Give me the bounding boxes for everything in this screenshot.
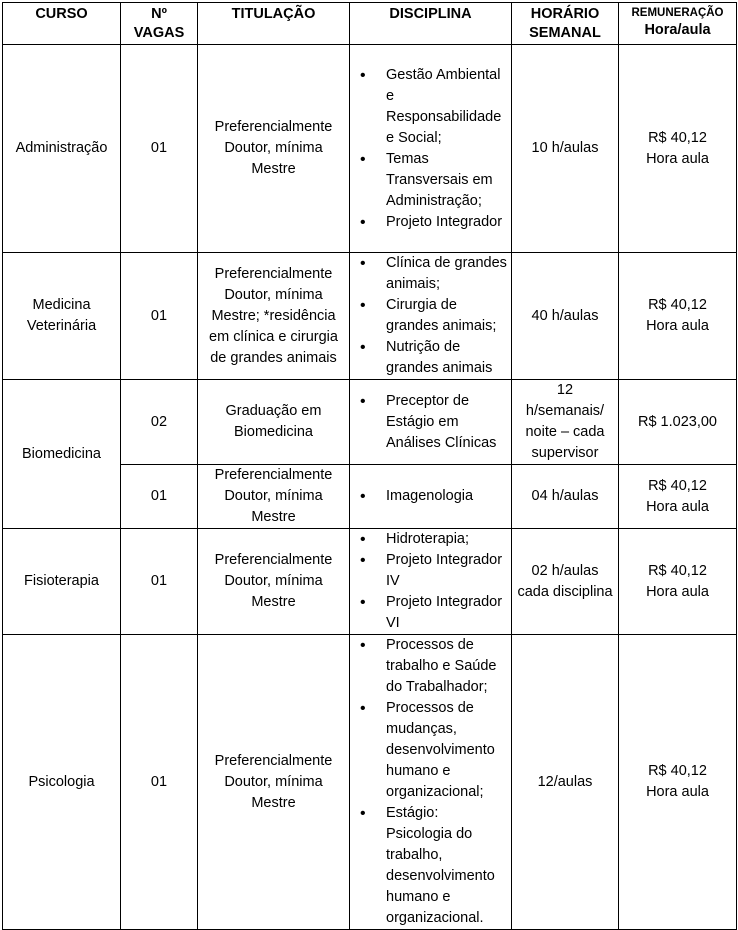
list-item: • Temas Transversais em Administração; bbox=[386, 149, 507, 212]
cell-curso: Psicologia bbox=[3, 635, 121, 930]
list-item: • Projeto Integrador VI bbox=[386, 592, 507, 634]
cell-curso: Biomedicina bbox=[3, 380, 121, 529]
cell-remuneracao: R$ 40,12 Hora aula bbox=[619, 635, 737, 930]
cell-titulacao: Preferencialmente Doutor, mínima Mestre; *residência em clínica e cirurgia de grandes animais bbox=[198, 253, 350, 380]
list-item: • Hidroterapia; bbox=[386, 529, 507, 550]
header-horario: HORÁRIO SEMANAL bbox=[512, 3, 619, 45]
cell-horario: 02 h/aulas cada disciplina bbox=[512, 529, 619, 635]
cell-titulacao: Graduação em Biomedicina bbox=[198, 380, 350, 465]
cell-curso: Administração bbox=[3, 45, 121, 253]
cell-remuneracao: R$ 40,12 Hora aula bbox=[619, 45, 737, 253]
cell-vagas: 01 bbox=[121, 529, 198, 635]
cell-remuneracao: R$ 1.023,00 bbox=[619, 380, 737, 465]
header-remuneracao: REMUNERAÇÃO Hora/aula bbox=[619, 3, 737, 45]
list-item: • Nutrição de grandes animais bbox=[386, 337, 507, 379]
cell-curso: Medicina Veterinária bbox=[3, 253, 121, 380]
cell-disciplina bbox=[350, 45, 512, 253]
header-titulacao: TITULAÇÃO bbox=[198, 3, 350, 45]
list-item: • Preceptor de Estágio em Análises Clínicas bbox=[386, 391, 507, 454]
vacancy-table-container bbox=[2, 2, 736, 926]
table-row bbox=[3, 529, 737, 635]
discipline-list bbox=[350, 635, 507, 929]
header-curso: CURSO bbox=[3, 3, 121, 45]
cell-titulacao: Preferencialmente Doutor, mínima Mestre bbox=[198, 465, 350, 529]
cell-titulacao: Preferencialmente Doutor, mínima Mestre bbox=[198, 635, 350, 930]
table-row bbox=[3, 635, 737, 930]
discipline-list bbox=[350, 529, 507, 634]
cell-remuneracao: R$ 40,12 Hora aula bbox=[619, 465, 737, 529]
cell-vagas: 01 bbox=[121, 465, 198, 529]
cell-vagas: 01 bbox=[121, 253, 198, 380]
cell-horario: 12/aulas bbox=[512, 635, 619, 930]
cell-horario: 04 h/aulas bbox=[512, 465, 619, 529]
cell-titulacao: Preferencialmente Doutor, mínima Mestre bbox=[198, 529, 350, 635]
vacancy-table bbox=[2, 2, 737, 930]
list-item: • Cirurgia de grandes animais; bbox=[386, 295, 507, 337]
list-item: • Processos de trabalho e Saúde do Trabalhador; bbox=[386, 635, 507, 698]
cell-disciplina bbox=[350, 529, 512, 635]
cell-remuneracao: R$ 40,12 Hora aula bbox=[619, 253, 737, 380]
list-item: • Estágio: Psicologia do trabalho, desenvolvimento humano e organizacional. bbox=[386, 803, 507, 929]
discipline-list bbox=[350, 391, 507, 454]
list-item: • Clínica de grandes animais; bbox=[386, 253, 507, 295]
discipline-list bbox=[350, 65, 507, 233]
header-vagas: Nº VAGAS bbox=[121, 3, 198, 45]
cell-horario: 12 h/semanais/ noite – cada supervisor bbox=[512, 380, 619, 465]
cell-curso: Fisioterapia bbox=[3, 529, 121, 635]
list-item: • Imagenologia bbox=[386, 486, 507, 507]
header-row bbox=[3, 3, 737, 45]
table-row bbox=[3, 45, 737, 253]
cell-horario: 10 h/aulas bbox=[512, 45, 619, 253]
header-disciplina: DISCIPLINA bbox=[350, 3, 512, 45]
cell-disciplina bbox=[350, 380, 512, 465]
table-row bbox=[3, 380, 737, 465]
cell-vagas: 02 bbox=[121, 380, 198, 465]
cell-disciplina bbox=[350, 465, 512, 529]
list-item: • Projeto Integrador bbox=[386, 212, 507, 233]
cell-disciplina bbox=[350, 253, 512, 380]
list-item: • Projeto Integrador IV bbox=[386, 550, 507, 592]
cell-vagas: 01 bbox=[121, 45, 198, 253]
cell-disciplina bbox=[350, 635, 512, 930]
cell-remuneracao: R$ 40,12 Hora aula bbox=[619, 529, 737, 635]
list-item: • Gestão Ambiental e Responsabilidade e Social; bbox=[386, 65, 507, 149]
list-item: • Processos de mudanças, desenvolvimento humano e organizacional; bbox=[386, 698, 507, 803]
discipline-list bbox=[350, 486, 507, 507]
table-row bbox=[3, 253, 737, 380]
cell-titulacao: Preferencialmente Doutor, mínima Mestre bbox=[198, 45, 350, 253]
cell-vagas: 01 bbox=[121, 635, 198, 930]
discipline-list bbox=[350, 253, 507, 379]
cell-horario: 40 h/aulas bbox=[512, 253, 619, 380]
